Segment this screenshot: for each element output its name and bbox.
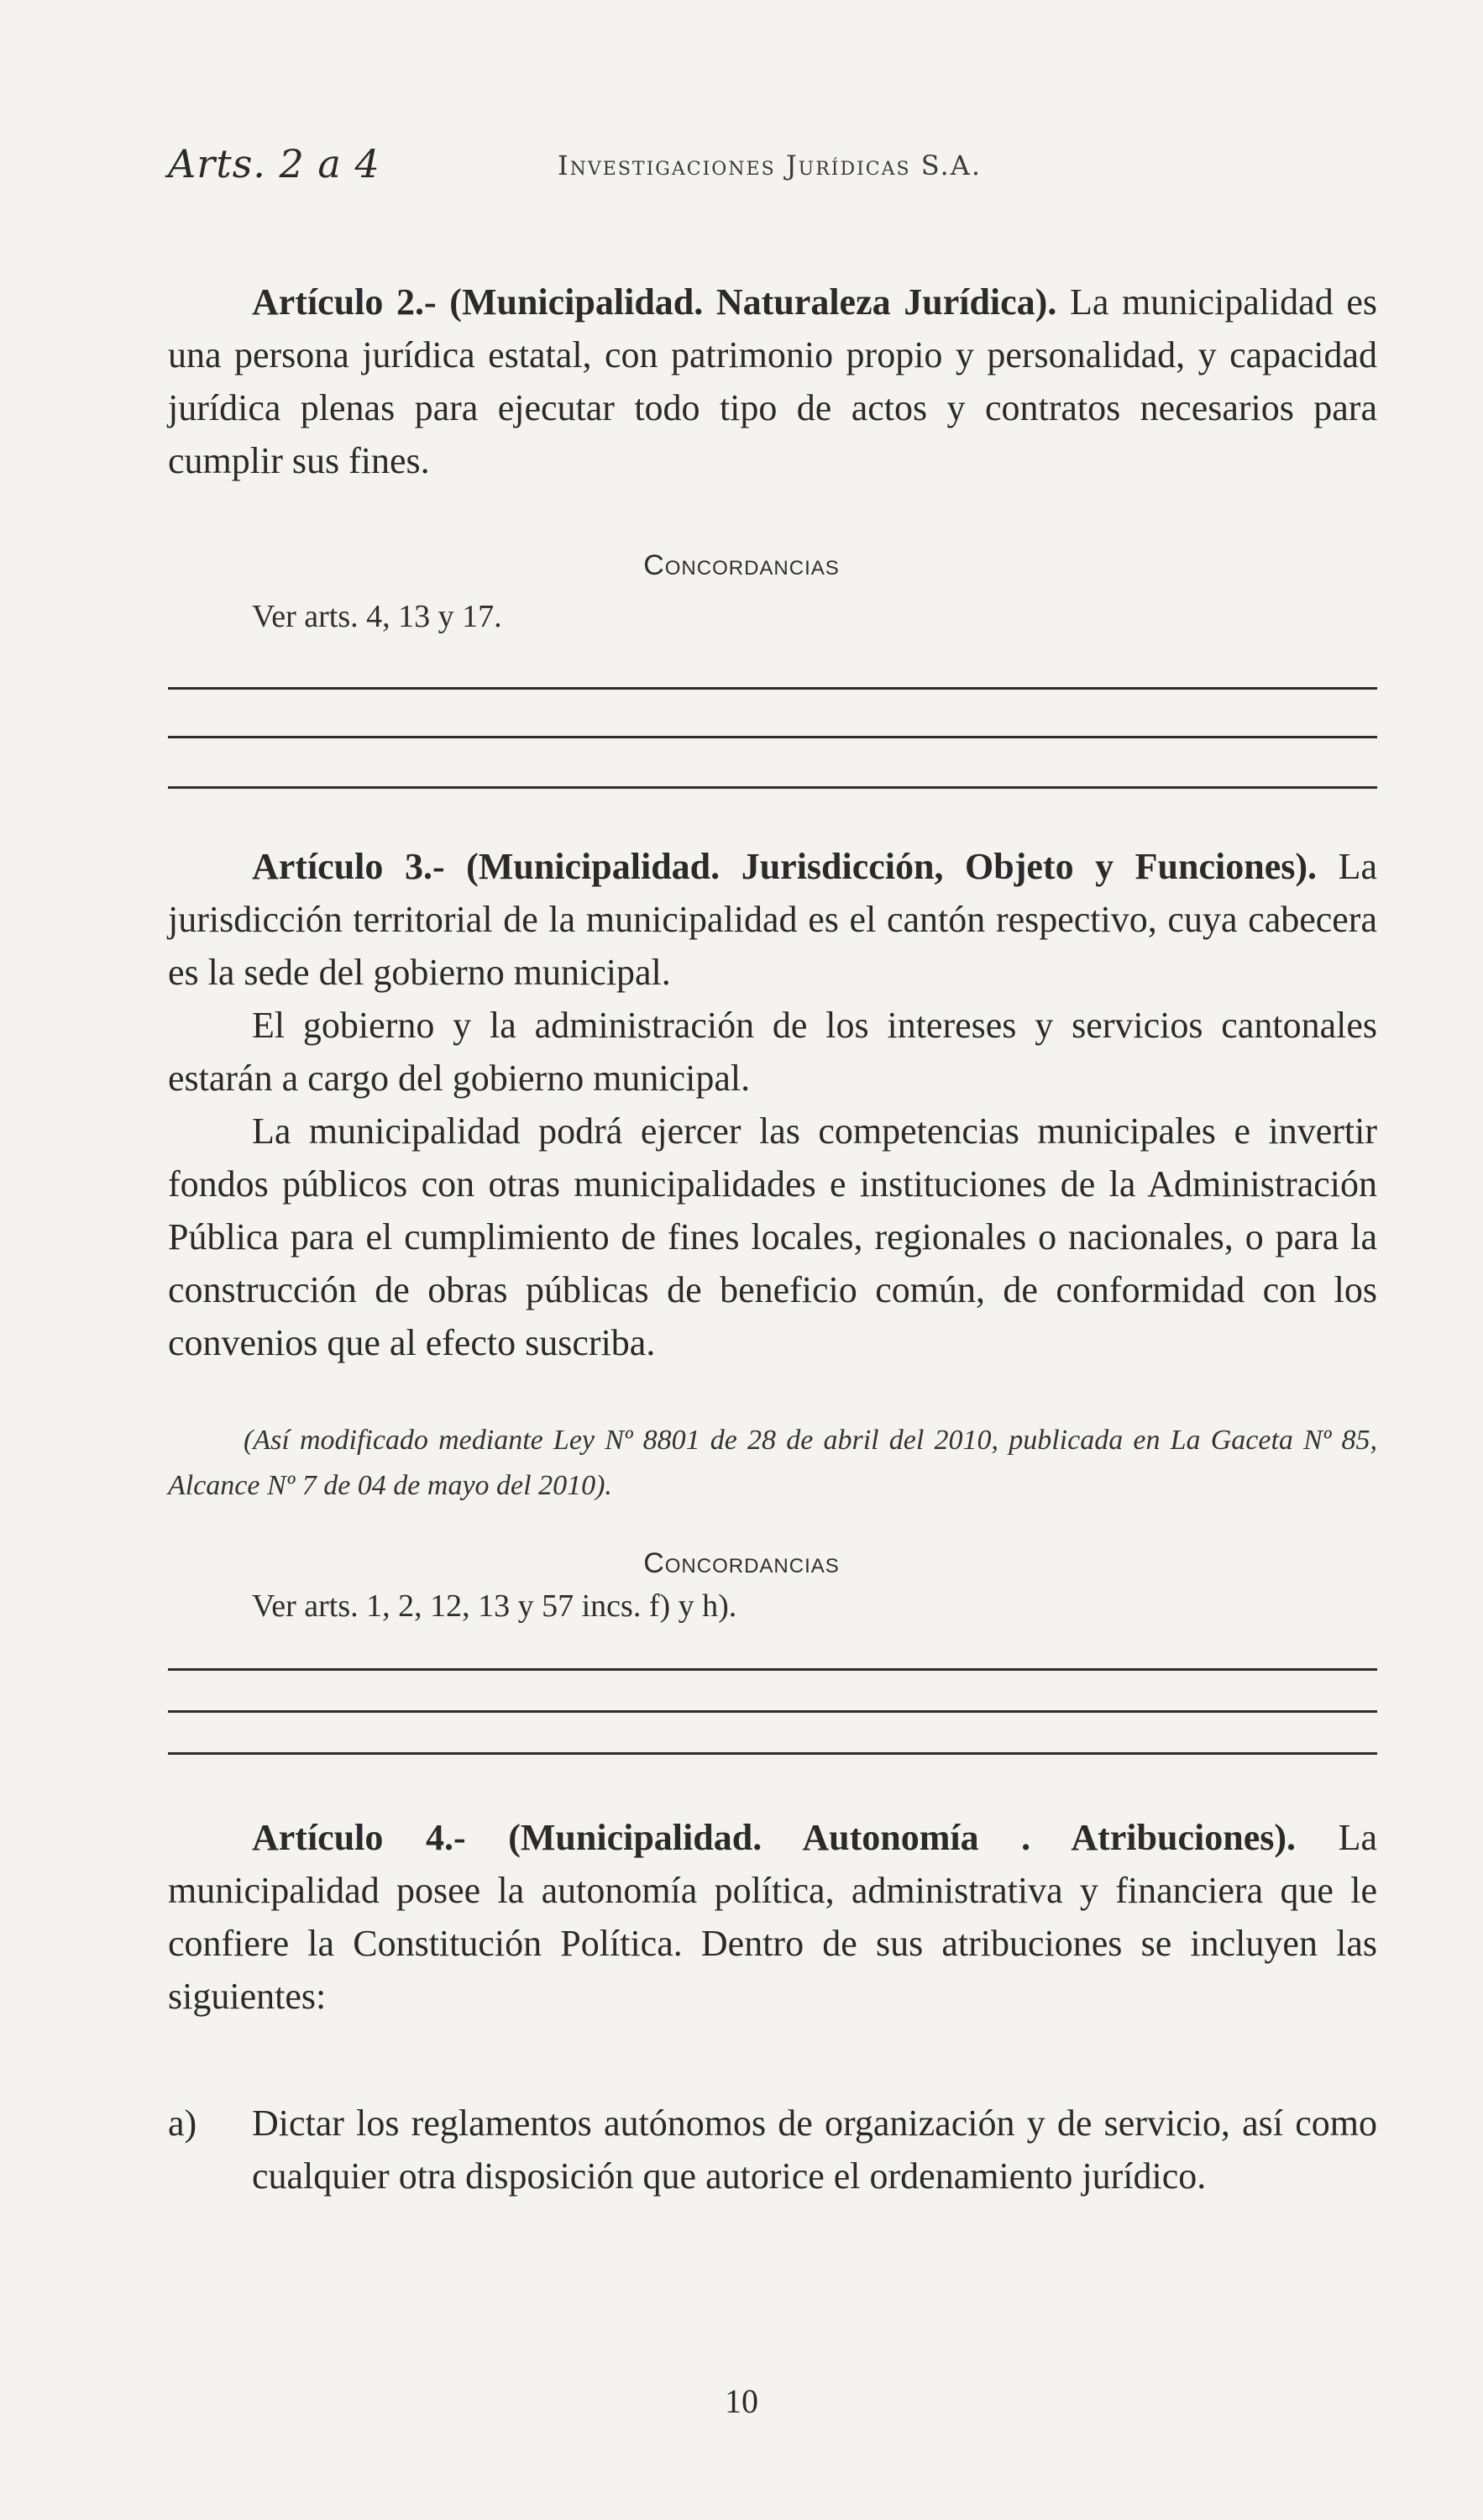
article-3-paragraph-1: Artículo 3.- (Municipalidad. Jurisdicción, Objeto y Funciones). La jurisdicción territorial de la municipalidad es el cantón respectivo, cuya cabecera es la sede del gobierno municipal. xyxy=(168,846,1377,993)
note-line xyxy=(168,1710,1377,1713)
note-line xyxy=(168,736,1377,738)
note-line xyxy=(168,786,1377,789)
article-4-paragraph: Artículo 4.- (Municipalidad. Autonomía . Atribuciones). La municipalidad posee la autonomía política, administrativa y financiera que le confiere la Constitución Política. Dentro de sus atribuciones se incluyen las siguientes: xyxy=(168,1817,1377,2017)
article-2-concordancias: Ver arts. 4, 13 y 17. xyxy=(252,599,502,634)
article-2-paragraph xyxy=(168,276,1377,487)
list-item-text: Dictar los reglamentos autónomos de organización y de servicio, así como cualquier otra disposición que autorice el ordenamiento jurídico. xyxy=(252,2103,1377,2197)
article-3-amendment-note: (Así modificado mediante Ley Nº 8801 de 28 de abril del 2010, publicada en La Gaceta Nº 85, Alcance Nº 7 de 04 de mayo del 2010). xyxy=(168,1425,1377,1501)
article-3-concordancias: Ver arts. 1, 2, 12, 13 y 57 incs. f) y h). xyxy=(252,1588,737,1624)
article-3-paragraph-2: El gobierno y la administración de los intereses y servicios cantonales estarán a cargo del gobierno municipal. xyxy=(168,1005,1377,1099)
article-4-title: Artículo 4.- (Municipalidad. Autonomía . Atribuciones). xyxy=(252,1817,1296,1858)
running-publisher-title: Investigaciones Jurídicas S.A. xyxy=(558,150,982,181)
note-line xyxy=(168,1668,1377,1671)
article-3-title: Artículo 3.- (Municipalidad. Jurisdicción, Objeto y Funciones). xyxy=(252,846,1318,887)
note-line xyxy=(168,687,1377,690)
article-3-concordancias-heading: Concordancias xyxy=(643,1547,840,1579)
article-2-body: La municipalidad es una persona jurídica estatal, con patrimonio propio y personalidad, y capacidad jurídica plenas para ejecutar todo tipo de actos y contratos necesarios para cumplir sus fines. xyxy=(168,281,1377,481)
note-line xyxy=(168,1752,1377,1755)
article-3 xyxy=(168,840,1377,1369)
article-4 xyxy=(168,1811,1377,2023)
running-header xyxy=(168,141,1377,192)
page-number: 10 xyxy=(725,2382,758,2420)
article-2-title: Artículo 2.- (Municipalidad. Naturaleza Jurídica). xyxy=(252,281,1057,323)
running-article-range: Arts. 2 a 4 xyxy=(168,141,380,186)
article-2 xyxy=(168,276,1377,487)
article-2-concordancias-heading: Concordancias xyxy=(643,549,840,581)
article-3-paragraph-3: La municipalidad podrá ejercer las competencias municipales e invertir fondos públicos con otras municipalidades e instituciones de la Administración Pública para el cumplimiento de fines locales, regionales o nacionales, o para la construcción de obras públicas de beneficio común, de conformidad con los convenios que al efecto suscriba. xyxy=(168,1110,1377,1363)
list-marker: a) xyxy=(168,2103,197,2144)
